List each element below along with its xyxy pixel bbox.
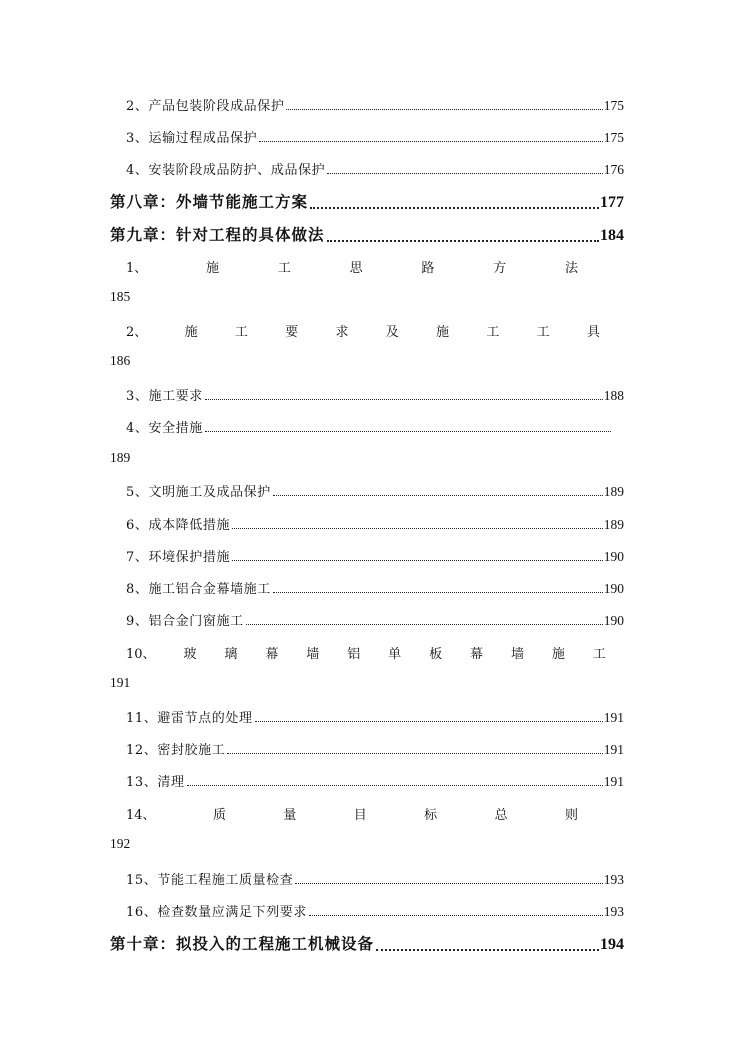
dot-leader [309,915,603,916]
toc-entry-title-part: 工 [234,325,248,340]
dot-leader [259,141,602,142]
toc-entry-justified[interactable] [126,256,578,276]
toc-chapter-page: 194 [600,936,624,953]
dot-leader [246,624,603,625]
toc-entry[interactable] [126,577,624,597]
toc-entry-title-part: 求 [335,325,349,340]
toc-chapter-entry[interactable] [110,190,624,212]
toc-entry-title-part: 2、 [126,325,148,340]
toc-chapter-page: 184 [600,227,624,244]
toc-entry-title: 16、检查数量应满足下列要求 [126,905,307,920]
dot-leader [286,109,602,110]
toc-entry-title-part: 标 [424,808,438,823]
toc-entry-title: 5、文明施工及成品保护 [126,485,271,500]
toc-entry-title-part: 方 [493,261,507,276]
dot-leader [205,431,611,432]
dot-leader [227,753,602,754]
toc-entry-page: 192 [110,836,131,851]
toc-chapter-title: 第十章：拟投入的工程施工机械设备 [110,934,375,953]
toc-entry-title-part: 墙 [306,647,320,662]
toc-entry[interactable] [126,416,612,436]
toc-entry-title-part: 幕 [470,647,484,662]
toc-entry[interactable] [126,94,624,114]
toc-entry-title: 4、安全措施 [126,421,203,436]
toc-entry-title: 12、密封胶施工 [126,743,226,758]
toc-entry-justified[interactable] [126,320,600,340]
toc-entry-title-part: 法 [564,261,578,276]
dot-leader [327,240,599,242]
toc-entry-title-part: 施 [436,325,450,340]
toc-entry-page: 186 [110,353,131,368]
toc-entry-page: 191 [603,774,624,789]
toc-entry[interactable] [126,513,624,533]
dot-leader [187,785,603,786]
toc-entry[interactable] [126,126,624,146]
toc-entry-page: 175 [603,98,624,113]
toc-entry-title-part: 工 [536,325,550,340]
dot-leader [273,495,603,496]
toc-entry-title-part: 工 [592,647,606,662]
toc-entry-page: 193 [603,872,624,887]
dot-leader [232,528,603,529]
toc-entry[interactable] [126,900,624,920]
toc-entry-page: 189 [603,517,624,532]
dot-leader [273,592,603,593]
toc-entry-title-part: 工 [277,261,291,276]
dot-leader [310,207,599,209]
toc-entry-title: 3、施工要求 [126,389,203,404]
toc-chapter-title: 第九章：针对工程的具体做法 [110,225,325,244]
toc-entry[interactable] [126,868,624,888]
toc-entry-page: 191 [603,710,624,725]
toc-entry-title-part: 施 [206,261,220,276]
toc-entry[interactable] [126,706,624,726]
toc-entry-title-part: 铝 [347,647,361,662]
toc-entry[interactable] [126,158,624,178]
toc-entry-page: 190 [603,581,624,596]
toc-entry[interactable] [126,738,624,758]
toc-entry-title-part: 施 [551,647,565,662]
toc-entry-title-part: 璃 [224,647,238,662]
toc-entry[interactable] [126,545,624,565]
toc-entry[interactable] [126,609,624,629]
toc-entry-justified[interactable] [126,642,606,662]
toc-entry-title: 4、安装阶段成品防护、成品保护 [126,163,326,178]
toc-entry-title-part: 则 [564,808,578,823]
toc-entry-title-part: 幕 [265,647,279,662]
toc-entry-title-part: 思 [349,261,363,276]
toc-entry-title: 7、环境保护措施 [126,550,231,565]
toc-entry-title-part: 墙 [510,647,524,662]
toc-entry-title: 11、避雷节点的处理 [126,711,253,726]
toc-entry-title-part: 施 [184,325,198,340]
toc-entry-title: 3、运输过程成品保护 [126,131,258,146]
toc-entry-title-part: 玻 [183,647,197,662]
toc-entry-title-part: 要 [285,325,299,340]
toc-entry-title-part: 具 [586,325,600,340]
toc-entry-title-part: 14、 [126,808,156,823]
toc-entry-title-part: 量 [283,808,297,823]
toc-chapter-title: 第八章：外墙节能施工方案 [110,192,309,211]
dot-leader [205,399,603,400]
dot-leader [232,560,603,561]
toc-entry-title-part: 目 [353,808,367,823]
toc-entry-title-part: 工 [486,325,500,340]
toc-entry-title-part: 路 [421,261,435,276]
toc-entry-title: 6、成本降低措施 [126,518,231,533]
dot-leader [327,173,602,174]
toc-entry-page: 190 [603,549,624,564]
toc-entry-title: 15、节能工程施工质量检查 [126,873,294,888]
toc-entry-title-part: 1、 [126,261,148,276]
dot-leader [255,721,603,722]
toc-entry-page: 191 [110,675,131,690]
toc-entry-page: 191 [603,742,624,757]
toc-chapter-page: 177 [600,194,624,211]
dot-leader [295,883,602,884]
toc-entry[interactable] [126,384,624,404]
toc-entry-page: 176 [603,162,624,177]
toc-entry-page: 188 [603,388,624,403]
toc-entry-page: 185 [110,289,131,304]
toc-chapter-entry[interactable] [110,223,624,245]
dot-leader [376,949,599,951]
toc-entry-justified[interactable] [126,803,578,823]
toc-entry-title: 8、施工铝合金幕墙施工 [126,582,271,597]
toc-entry-page: 189 [110,450,131,465]
toc-entry-page: 193 [603,904,624,919]
toc-entry-title: 2、产品包装阶段成品保护 [126,99,285,114]
toc-entry[interactable] [126,770,624,790]
toc-entry-page: 189 [603,484,624,499]
toc-entry-title-part: 10、 [126,647,156,662]
toc-entry[interactable] [126,480,624,500]
toc-chapter-entry[interactable] [110,932,624,954]
toc-entry-title-part: 质 [212,808,226,823]
toc-entry-title-part: 及 [385,325,399,340]
toc-entry-title: 9、铝合金门窗施工 [126,614,244,629]
toc-entry-title: 13、清理 [126,775,185,790]
toc-entry-title-part: 板 [429,647,443,662]
toc-entry-page: 190 [603,613,624,628]
toc-entry-title-part: 总 [494,808,508,823]
toc-entry-page: 175 [603,130,624,145]
toc-entry-title-part: 单 [388,647,402,662]
